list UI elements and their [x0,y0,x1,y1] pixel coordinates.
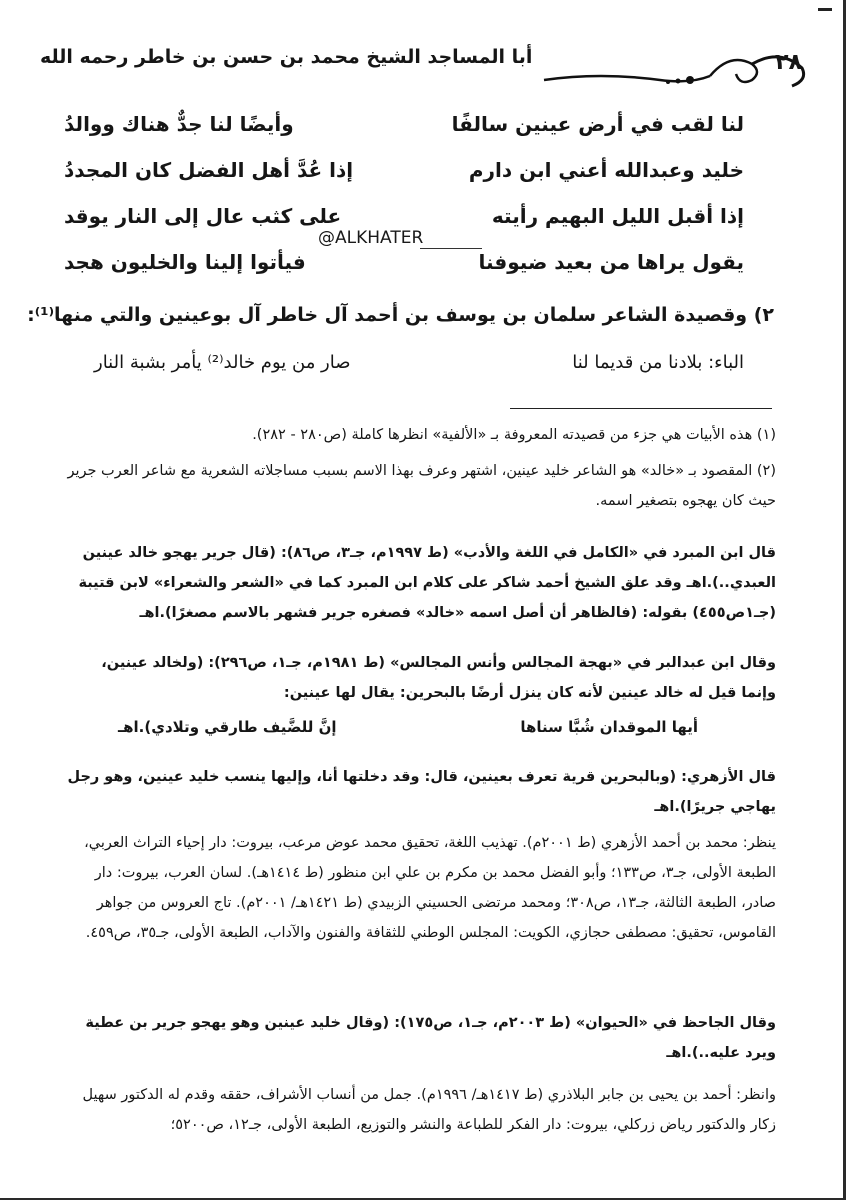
poem-verse [64,158,744,194]
verse-left-hemistich: وأيضًا لنا جدٌّ هناك ووالدُ [64,112,294,136]
running-title: أبا المساجد الشيخ محمد بن حسن بن خاطر رحمه الله [40,46,533,68]
verse-right-hemistich: لنا لقب في أرض عينين سالفًا [451,112,744,136]
verse-right-hemistich: الباء: بلادنا من قديما لنا [572,352,744,373]
quoted-verse [118,718,698,748]
verse-right-hemistich: إذا أقبل الليل البهيم رأيته [491,204,744,228]
footnote-1: (١) هذه الأبيات هي جزء من قصيدته المعروفة بـ «الألفية» انظرها كاملة (ص٢٨٠ - ٢٨٢). [252,427,776,443]
page-header [40,46,810,90]
corner-mark [818,8,832,11]
watermark-underline [420,248,482,249]
quote-jahiz: وقال الجاحظ في «الحيوان» (ط ٢٠٠٣م، جـ١، ص١٧٥): (وقال خليد عينين وهو يهجو جرير بن عطية ويرد عليه..).اهـ [85,1015,776,1061]
reference-baladhuri: وانظر: أحمد بن يحيى بن جابر البلاذري (ط ١٤١٧هـ/ ١٩٩٦م). جمل من أنساب الأشراف، حققه وقدم له الدكتور سهيل زكار والدكتور رياض زركلي، بيروت: دار الفكر للطباعة والنشر والتوزيع، الطبعة الأولى، جـ١٢، ص٥٢٠٠؛ [82,1087,776,1133]
quote-azhari: قال الأزهري: (وبالبحرين قرية تعرف بعينين، قال: وقد دخلتها أنا، وإليها ينسب خليد عينين، وهو رجل يهاجي جريرًا).اهـ [67,769,776,815]
verse-right-hemistich: يقول يراها من بعيد ضيوفنا [478,250,744,274]
watermark: @ALKHATER [318,228,424,248]
poem-verse [64,250,744,286]
footnote-separator [510,408,772,409]
poem-verse [64,352,744,388]
quote-ibn-mubarrad: قال ابن المبرد في «الكامل في اللغة والأدب» (ط ١٩٩٧م، جـ٣، ص٨٦): (قال جرير يهجو خالد عينين العبدي..).اهـ وقد علق الشيخ أحمد شاكر على كلام ابن المبرد كما في «الشعر والشعراء» لابن قتيبة (جـ١ص٤٥٥) بقوله: (فالظاهر أن أصل اسمه «خالد» فصغره جرير فشهر بالاسم مصغرًا).اهـ [78,545,776,621]
header-ornament [540,50,810,90]
verse-right-hemistich: خليد وعبدالله أعني ابن دارم [468,158,744,182]
verse-right-hemistich: أيها الموقدان شُبَّا سناها [520,718,698,736]
verse-left-hemistich: صار من يوم خالد⁽²⁾ يأمر بشبة النار [94,352,351,373]
reference-yundhar: ينظر: محمد بن أحمد الأزهري (ط ٢٠٠١م). تهذيب اللغة، تحقيق محمد عوض مرعب، بيروت: دار إحياء التراث العربي، الطبعة الأولى، جـ٣، ص١٣٣؛ وأبو الفضل محمد بن مكرم بن علي ابن منظور (ط ١٤١٤هـ). لسان العرب، بيروت: دار صادر، الطبعة الثالثة، جـ١٣، ص٣٠٨؛ ومحمد مرتضى الحسيني الزبيدي (ط ١٤٢١هـ/ ٢٠٠١م). تاج العروس من جواهر القاموس، تحقيق: مصطفى حجازي، الكويت: المجلس الوطني للثقافة والفنون والآداب، الطبعة الأولى، جـ٣٥، ص٤٥٩. [84,835,776,941]
verse-left-hemistich: فيأتوا إلينا والخليون هجد [64,250,306,274]
poem-verse [64,112,744,148]
section-heading: ٢) وقصيدة الشاعر سلمان بن يوسف بن أحمد آل خاطر آل بوعينين والتي منها⁽¹⁾: [27,304,774,326]
verse-left-hemistich: على كثب عال إلى النار يوقد [64,204,342,228]
verse-left-hemistich: إنَّ للضَّيف طارقي وتلادي).اهـ [118,718,337,736]
verse-left-hemistich: إذا عُدَّ أهل الفضل كان المجددُ [64,158,354,182]
page-number: ٢٨ [775,50,802,75]
quote-ibn-abdulbarr: وقال ابن عبدالبر في «بهجة المجالس وأنس المجالس» (ط ١٩٨١م، جـ١، ص٢٩٦): (ولخالد عينين، وإنما قيل له خالد عينين لأنه كان ينزل أرضًا بالبحرين: يقال لها عينين: [101,655,776,701]
footnote-2: (٢) المقصود بـ «خالد» هو الشاعر خليد عينين، اشتهر وعرف بهذا الاسم بسبب مساجلاته الشعرية مع شاعر العرب جرير حيث كان يهجوه بتصغير اسمه. [67,463,776,509]
